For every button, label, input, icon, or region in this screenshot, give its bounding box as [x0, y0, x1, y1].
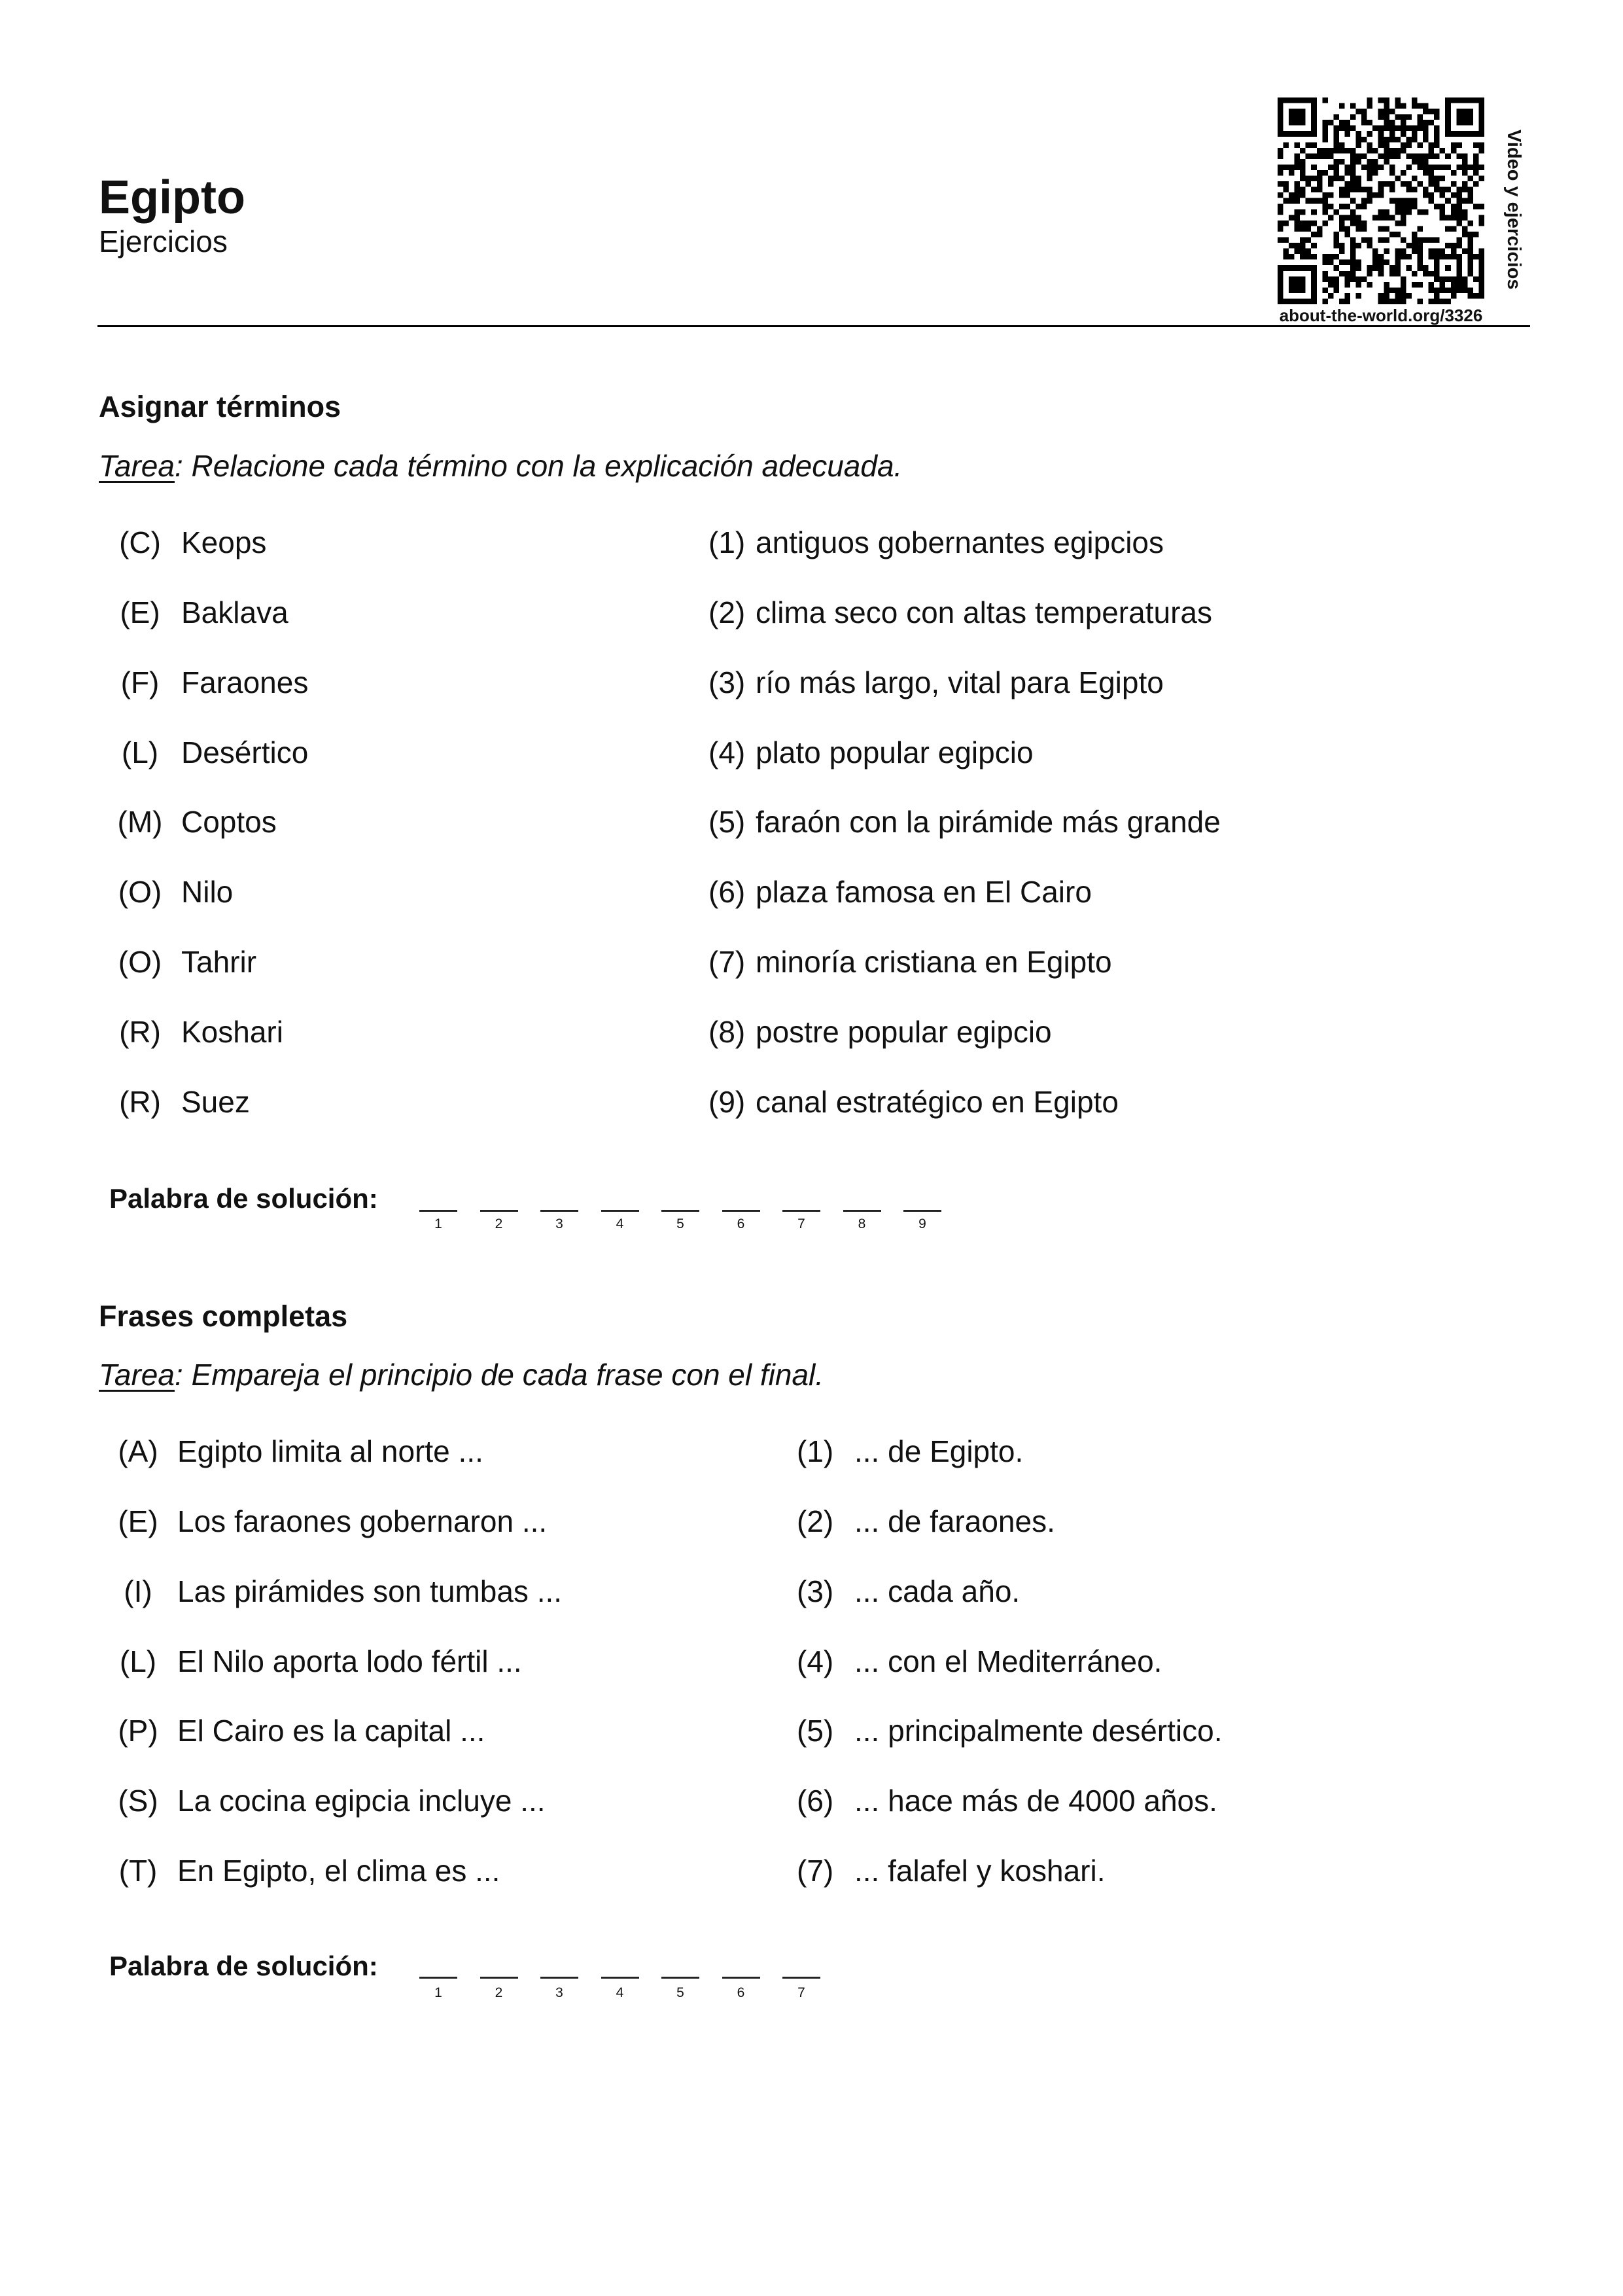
solution-blank: [782, 1977, 820, 1979]
solution-blank-number: 9: [918, 1216, 926, 1231]
task-label: Tarea: [99, 449, 175, 483]
definition-number: (2): [708, 595, 746, 629]
sentence-start: El Nilo aporta lodo fértil ...: [177, 1644, 522, 1678]
sentence-start-letter: (A): [118, 1434, 158, 1468]
solution-word-label: Palabra de solución:: [109, 1183, 378, 1214]
sentence-start: La cocina egipcia incluye ...: [177, 1784, 546, 1818]
term: Baklava: [181, 595, 288, 629]
task-text: : Empareja el principio de cada frase con el final.: [174, 1358, 824, 1392]
term-letter: (E): [120, 595, 160, 629]
term-letter: (C): [119, 525, 161, 559]
term-letter: (R): [119, 1084, 161, 1119]
solution-blank-number: 6: [737, 1985, 745, 2000]
solution-blank: [722, 1210, 760, 1212]
definition: río más largo, vital para Egipto: [756, 665, 1164, 699]
term-letter: (L): [121, 735, 159, 769]
worksheet-url: about-the-world.org/3326: [1279, 306, 1483, 325]
sentence-start-letter: (E): [118, 1504, 158, 1538]
section-heading: Asignar términos: [99, 390, 341, 423]
definition-number: (9): [708, 1084, 746, 1119]
solution-blank: [601, 1210, 639, 1212]
solution-blank-number: 1: [434, 1985, 442, 2000]
task-label: Tarea: [99, 1358, 175, 1392]
term-letter: (O): [118, 875, 162, 910]
sentence-end-number: (3): [797, 1574, 834, 1608]
definition: postre popular egipcio: [756, 1014, 1052, 1049]
solution-blank: [903, 1210, 941, 1212]
page-subtitle: Ejercicios: [99, 224, 228, 258]
page-title: Egipto: [99, 171, 245, 224]
solution-blank-number: 4: [616, 1216, 624, 1231]
definition-number: (6): [708, 875, 746, 910]
qr-code: [1278, 97, 1484, 304]
solution-word-label: Palabra de solución:: [109, 1951, 378, 1981]
sentence-end: ... cada año.: [854, 1574, 1021, 1608]
sentence-end-number: (7): [797, 1854, 834, 1888]
sentence-start: Los faraones gobernaron ...: [177, 1504, 548, 1538]
solution-blank-number: 6: [737, 1216, 745, 1231]
definition-number: (5): [708, 805, 746, 839]
definition-number: (3): [708, 665, 746, 699]
task-text: : Relacione cada término con la explicación adecuada.: [174, 449, 903, 483]
solution-blank-number: 3: [555, 1985, 563, 2000]
sentence-end-number: (6): [797, 1784, 834, 1818]
term: Suez: [181, 1084, 250, 1119]
sentence-end: ... hace más de 4000 años.: [854, 1784, 1217, 1818]
sentence-end: ... de Egipto.: [854, 1434, 1024, 1468]
solution-blank: [419, 1977, 457, 1979]
solution-blank: [480, 1210, 518, 1212]
sentence-start-letter: (S): [118, 1784, 158, 1818]
sentence-end: ... con el Mediterráneo.: [854, 1644, 1162, 1678]
sentence-end-number: (4): [797, 1644, 834, 1678]
solution-blank: [843, 1210, 881, 1212]
definition: canal estratégico en Egipto: [756, 1084, 1119, 1119]
term: Tahrir: [181, 945, 257, 980]
solution-blank: [661, 1977, 699, 1979]
task-instruction: [99, 448, 902, 484]
solution-blank-number: 7: [797, 1985, 805, 2000]
solution-blank-number: 8: [858, 1216, 866, 1231]
term: Desértico: [181, 735, 309, 769]
definition-number: (1): [708, 525, 746, 559]
definition: plaza famosa en El Cairo: [756, 875, 1092, 910]
definition: plato popular egipcio: [756, 735, 1034, 769]
solution-blank: [419, 1210, 457, 1212]
header-divider: [97, 325, 1530, 327]
sentence-start: El Cairo es la capital ...: [177, 1714, 485, 1748]
section-heading: Frases completas: [99, 1299, 348, 1333]
term-letter: (O): [118, 945, 162, 980]
term: Keops: [181, 525, 267, 559]
solution-blank-number: 2: [495, 1216, 503, 1231]
solution-blank-number: 4: [616, 1985, 624, 2000]
solution-blank-number: 7: [797, 1216, 805, 1231]
term-letter: (F): [120, 665, 160, 699]
term-letter: (R): [119, 1014, 161, 1049]
sentence-start: Las pirámides son tumbas ...: [177, 1574, 563, 1608]
sentence-start: En Egipto, el clima es ...: [177, 1854, 500, 1888]
solution-blank: [722, 1977, 760, 1979]
sentence-end: ... falafel y koshari.: [854, 1854, 1106, 1888]
solution-blank: [480, 1977, 518, 1979]
solution-blank-number: 5: [676, 1985, 684, 2000]
definition-number: (7): [708, 945, 746, 980]
solution-blank: [601, 1977, 639, 1979]
qr-side-label: Video y ejercicios: [1503, 130, 1524, 290]
sentence-start: Egipto limita al norte ...: [177, 1434, 483, 1468]
definition: clima seco con altas temperaturas: [756, 595, 1212, 629]
term-letter: (M): [117, 805, 163, 839]
sentence-end-number: (5): [797, 1714, 834, 1748]
definition-number: (4): [708, 735, 746, 769]
definition: minoría cristiana en Egipto: [756, 945, 1112, 980]
sentence-start-letter: (L): [119, 1644, 157, 1678]
term: Nilo: [181, 875, 234, 910]
task-instruction: [99, 1357, 824, 1393]
solution-blank-number: 2: [495, 1985, 503, 2000]
definition: faraón con la pirámide más grande: [756, 805, 1221, 839]
solution-blank: [661, 1210, 699, 1212]
sentence-end: ... principalmente desértico.: [854, 1714, 1223, 1748]
solution-blank-number: 5: [676, 1216, 684, 1231]
definition-number: (8): [708, 1014, 746, 1049]
sentence-end-number: (1): [797, 1434, 834, 1468]
solution-blank: [782, 1210, 820, 1212]
sentence-start-letter: (I): [124, 1574, 152, 1608]
solution-blank-number: 1: [434, 1216, 442, 1231]
term: Koshari: [181, 1014, 283, 1049]
solution-blank-number: 3: [555, 1216, 563, 1231]
sentence-start-letter: (T): [118, 1854, 158, 1888]
sentence-end-number: (2): [797, 1504, 834, 1538]
sentence-start-letter: (P): [118, 1714, 158, 1748]
definition: antiguos gobernantes egipcios: [756, 525, 1164, 559]
term: Faraones: [181, 665, 309, 699]
term: Coptos: [181, 805, 277, 839]
solution-blank: [540, 1210, 578, 1212]
solution-blank: [540, 1977, 578, 1979]
sentence-end: ... de faraones.: [854, 1504, 1055, 1538]
